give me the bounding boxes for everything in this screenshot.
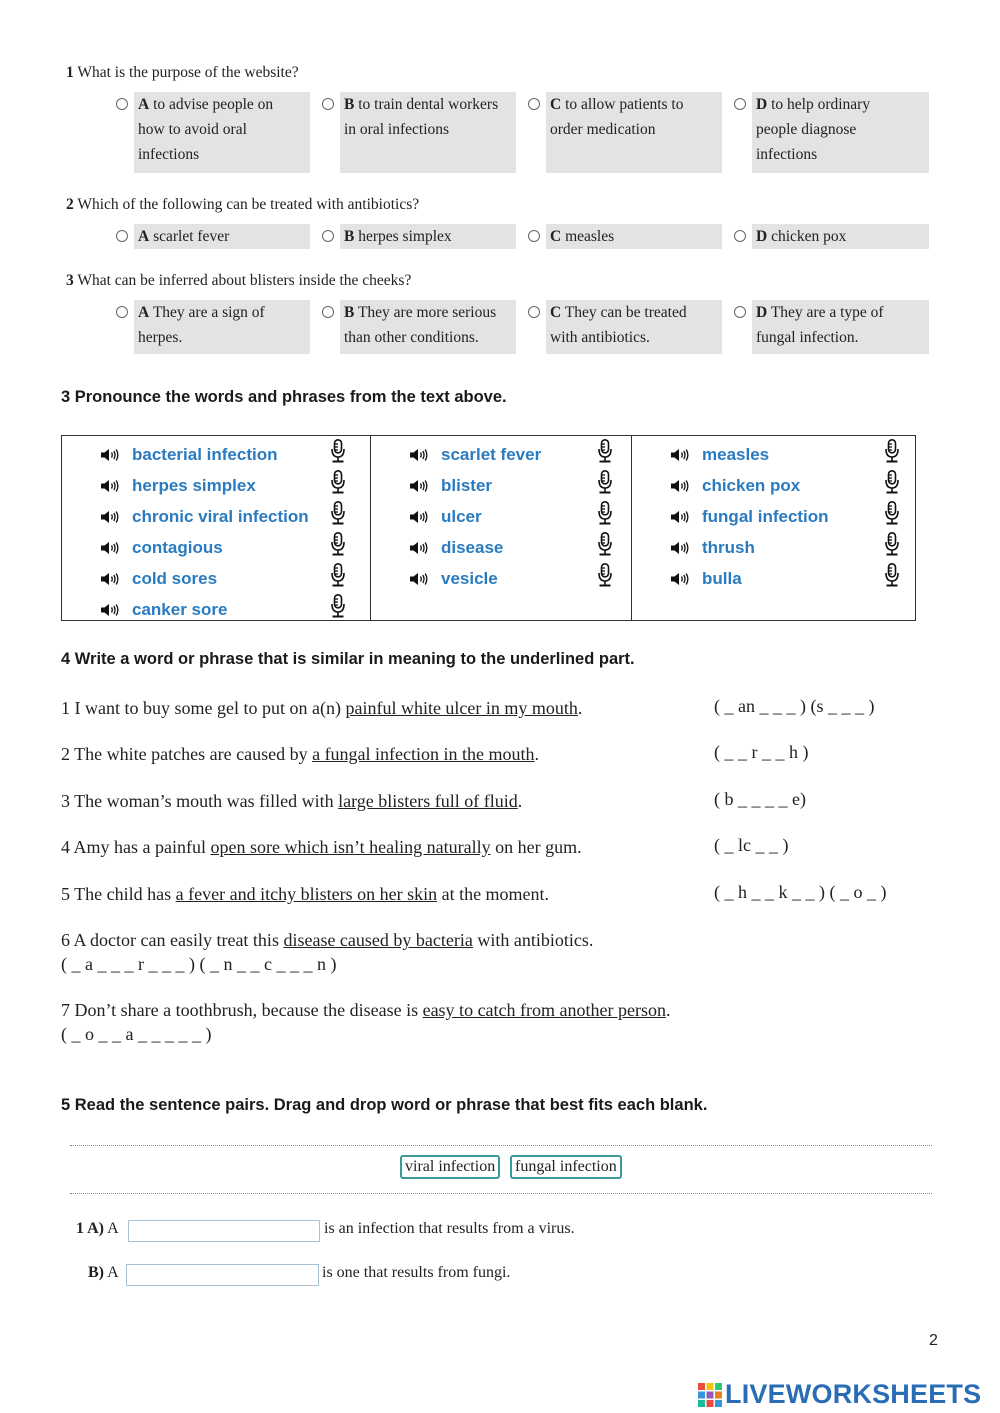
option-letter: D <box>756 304 768 321</box>
section-4-heading: 4 Write a word or phrase that is similar in meaning to the underlined part. <box>61 650 635 668</box>
pair-label: 1 A) <box>76 1220 104 1237</box>
option-line: herpes. <box>138 329 183 346</box>
sentence-3 <box>61 789 522 813</box>
hint-2[interactable]: ( _ _ r _ _ h ) <box>714 742 809 762</box>
speaker-icon[interactable] <box>670 448 690 462</box>
word-bank <box>400 1155 640 1183</box>
underlined-phrase: a fever and itchy blisters on her skin <box>175 884 438 904</box>
sentence-text: 7 Don’t share a toothbrush, because the disease is <box>61 1000 423 1020</box>
word-label: fungal infection <box>702 507 829 526</box>
option-letter: C <box>550 96 562 113</box>
question-2-options <box>116 224 936 250</box>
option-line: than other conditions. <box>344 329 479 346</box>
sentence-text: A <box>107 1264 119 1281</box>
option-letter: C <box>550 304 562 321</box>
option-box[interactable] <box>340 224 516 249</box>
sentence-text: 4 Amy has a painful <box>61 837 211 857</box>
sentence-4 <box>61 835 582 859</box>
q3-option-d[interactable] <box>734 300 929 354</box>
microphone-icon[interactable] <box>885 532 899 556</box>
option-line: measles <box>565 228 615 245</box>
speaker-icon[interactable] <box>409 448 429 462</box>
question-number: 1 <box>66 64 74 81</box>
speaker-icon[interactable] <box>100 479 120 493</box>
word-label: cold sores <box>132 569 218 588</box>
option-line: They are more serious <box>357 304 497 321</box>
word-item[interactable] <box>670 441 769 469</box>
word-item[interactable] <box>409 503 482 531</box>
word-item[interactable] <box>670 503 829 531</box>
pair-1a <box>76 1220 119 1238</box>
hint-4[interactable]: ( _ lc _ _ ) <box>714 835 789 855</box>
microphone-icon[interactable] <box>331 439 345 463</box>
microphone-icon[interactable] <box>331 532 345 556</box>
microphone-icon[interactable] <box>885 439 899 463</box>
radio-button[interactable] <box>322 230 334 242</box>
radio-button[interactable] <box>528 306 540 318</box>
sentence-text: . <box>517 791 523 811</box>
option-line: how to avoid oral <box>138 121 247 138</box>
option-letter: B <box>344 228 355 245</box>
microphone-icon[interactable] <box>885 470 899 494</box>
microphone-icon[interactable] <box>331 563 345 587</box>
q2-option-d[interactable] <box>734 224 929 249</box>
word-label: herpes simplex <box>132 476 256 495</box>
radio-button[interactable] <box>322 98 334 110</box>
radio-button[interactable] <box>734 306 746 318</box>
speaker-icon[interactable] <box>100 510 120 524</box>
option-line: in oral infections <box>344 121 450 138</box>
underlined-phrase: open sore which isn’t healing naturally <box>210 837 491 857</box>
logo-mark-icon <box>697 1382 723 1408</box>
sentence-2 <box>61 742 539 766</box>
question-2-title <box>66 196 419 214</box>
option-box[interactable] <box>340 300 516 354</box>
question-number: 2 <box>66 196 74 213</box>
speaker-icon[interactable] <box>409 541 429 555</box>
pronunciation-table <box>61 435 916 621</box>
word-label: scarlet fever <box>441 445 542 464</box>
microphone-icon[interactable] <box>598 563 612 587</box>
sentence-text: . <box>577 698 583 718</box>
sentence-text: on her gum. <box>490 837 582 857</box>
word-label: disease <box>441 538 504 557</box>
speaker-icon[interactable] <box>100 603 120 617</box>
option-line: people diagnose <box>756 121 857 138</box>
speaker-icon[interactable] <box>670 479 690 493</box>
sentence-text: 2 The white patches are caused by <box>61 744 313 764</box>
word-item[interactable] <box>100 503 309 531</box>
sentence-text: A <box>107 1220 119 1237</box>
word-item[interactable] <box>100 441 277 469</box>
sentence-text: 3 The woman’s mouth was filled with <box>61 791 339 811</box>
option-letter: D <box>756 96 768 113</box>
word-label: contagious <box>132 538 223 557</box>
option-box[interactable] <box>752 300 929 354</box>
q2-option-c[interactable] <box>528 224 723 249</box>
option-box[interactable] <box>134 224 310 249</box>
question-number: 3 <box>66 272 74 289</box>
word-label: ulcer <box>441 507 482 526</box>
underlined-phrase: easy to catch from another person <box>422 1000 666 1020</box>
chip-viral-infection[interactable]: viral infection <box>400 1155 500 1179</box>
option-box[interactable] <box>134 300 310 354</box>
speaker-icon[interactable] <box>670 510 690 524</box>
radio-button[interactable] <box>734 98 746 110</box>
option-letter: B <box>344 96 355 113</box>
page-number: 2 <box>929 1332 938 1349</box>
sentence-5 <box>61 882 549 906</box>
sentence-text: 1 I want to buy some gel to put on a(n) <box>61 698 346 718</box>
q3-option-b[interactable] <box>322 300 517 354</box>
section-5-heading: 5 Read the sentence pairs. Drag and drop word or phrase that best fits each blank. <box>61 1096 708 1114</box>
option-letter: A <box>138 96 150 113</box>
option-box[interactable] <box>134 92 310 173</box>
q1-option-b[interactable] <box>322 92 517 173</box>
word-item[interactable] <box>409 472 492 500</box>
word-item[interactable] <box>409 534 503 562</box>
radio-button[interactable] <box>528 230 540 242</box>
microphone-icon[interactable] <box>598 470 612 494</box>
word-label: chronic viral infection <box>132 507 309 526</box>
speaker-icon[interactable] <box>100 572 120 586</box>
speaker-icon[interactable] <box>670 572 690 586</box>
option-line: fungal infection. <box>756 329 859 346</box>
pair-1b <box>88 1264 119 1282</box>
microphone-icon[interactable] <box>885 563 899 587</box>
word-label: thrush <box>702 538 755 557</box>
sentence-1 <box>61 696 582 720</box>
word-item[interactable] <box>100 534 223 562</box>
option-line: to train dental workers <box>358 96 499 113</box>
word-item[interactable] <box>100 596 227 624</box>
q2-option-b[interactable] <box>322 224 517 249</box>
sentence-text: with antibiotics. <box>472 930 594 950</box>
word-label: blister <box>441 476 493 495</box>
option-line: herpes simplex <box>358 228 452 245</box>
question-text: What can be inferred about blisters inside the cheeks? <box>77 272 412 289</box>
underlined-phrase: disease caused by bacteria <box>283 930 473 950</box>
option-line: with antibiotics. <box>550 329 650 346</box>
underlined-phrase: large blisters full of fluid <box>338 791 518 811</box>
microphone-icon[interactable] <box>331 501 345 525</box>
word-label: measles <box>702 445 770 464</box>
option-letter: A <box>138 304 150 321</box>
question-text: What is the purpose of the website? <box>77 64 299 81</box>
speaker-icon[interactable] <box>409 510 429 524</box>
radio-button[interactable] <box>116 98 128 110</box>
option-box[interactable] <box>752 224 929 249</box>
word-label: vesicle <box>441 569 498 588</box>
word-label: chicken pox <box>702 476 801 495</box>
speaker-icon[interactable] <box>409 479 429 493</box>
sentence-text: 5 The child has <box>61 884 176 904</box>
radio-button[interactable] <box>734 230 746 242</box>
option-letter: A <box>138 228 150 245</box>
option-line: to allow patients to <box>565 96 684 113</box>
microphone-icon[interactable] <box>331 470 345 494</box>
microphone-icon[interactable] <box>598 439 612 463</box>
sentence-text: at the moment. <box>437 884 550 904</box>
word-label: bulla <box>702 569 742 588</box>
radio-button[interactable] <box>322 306 334 318</box>
q1-option-a[interactable] <box>116 92 311 173</box>
option-letter: C <box>550 228 562 245</box>
option-line: They are a type of <box>770 304 884 321</box>
underlined-phrase: painful white ulcer in my mouth <box>345 698 578 718</box>
hint-5[interactable]: ( _ h _ _ k _ _ ) ( _ o _ ) <box>714 882 887 902</box>
word-item[interactable] <box>670 565 742 593</box>
option-box[interactable] <box>546 300 722 354</box>
column-divider <box>631 436 632 620</box>
answer-drop-box-b[interactable] <box>126 1264 319 1286</box>
q1-option-d[interactable] <box>734 92 929 173</box>
pair-1a-suffix: is an infection that results from a virus. <box>324 1220 575 1237</box>
section-3-heading: 3 Pronounce the words and phrases from the text above. <box>61 388 507 406</box>
option-line: infections <box>756 146 818 163</box>
radio-button[interactable] <box>116 306 128 318</box>
option-line: scarlet fever <box>153 228 230 245</box>
question-1-title <box>66 64 299 82</box>
divider-line <box>70 1145 932 1146</box>
microphone-icon[interactable] <box>885 501 899 525</box>
speaker-icon[interactable] <box>100 448 120 462</box>
option-line: They are a sign of <box>152 304 265 321</box>
microphone-icon[interactable] <box>598 501 612 525</box>
sentence-text: . <box>534 744 540 764</box>
q3-option-c[interactable] <box>528 300 723 354</box>
column-divider <box>370 436 371 620</box>
option-line: to advise people on <box>153 96 274 113</box>
word-item[interactable] <box>409 441 541 469</box>
option-line: chicken pox <box>771 228 847 245</box>
divider-line <box>70 1193 932 1194</box>
hint-3[interactable]: ( b _ _ _ _ e) <box>714 789 806 809</box>
word-item[interactable] <box>100 472 256 500</box>
question-text: Which of the following can be treated with antibiotics? <box>77 196 420 213</box>
option-line: infections <box>138 146 200 163</box>
speaker-icon[interactable] <box>100 541 120 555</box>
word-label: canker sore <box>132 600 228 619</box>
option-letter: D <box>756 228 768 245</box>
option-line: to help ordinary <box>771 96 871 113</box>
hint-6[interactable]: ( _ a _ _ _ r _ _ _ ) ( _ n _ _ c _ _ _ n ) <box>61 954 337 974</box>
option-box[interactable] <box>340 92 516 173</box>
word-item[interactable] <box>409 565 498 593</box>
radio-button[interactable] <box>116 230 128 242</box>
liveworksheets-logo <box>697 1379 981 1410</box>
sentence-7 <box>61 998 670 1046</box>
hint-7[interactable]: ( _ o _ _ a _ _ _ _ _ ) <box>61 1024 212 1044</box>
microphone-icon[interactable] <box>331 594 345 618</box>
q2-option-a[interactable] <box>116 224 311 249</box>
pair-1b-suffix: is one that results from fungi. <box>322 1264 511 1281</box>
speaker-icon[interactable] <box>670 541 690 555</box>
word-item[interactable] <box>100 565 217 593</box>
word-item[interactable] <box>670 534 755 562</box>
word-label: bacterial infection <box>132 445 278 464</box>
option-box[interactable] <box>546 92 722 173</box>
hint-1[interactable]: ( _ an _ _ _ ) (s _ _ _ ) <box>714 696 875 716</box>
pair-label: B) <box>88 1264 104 1281</box>
speaker-icon[interactable] <box>409 572 429 586</box>
sentence-text: 6 A doctor can easily treat this <box>61 930 284 950</box>
underlined-phrase: a fungal infection in the mouth <box>312 744 535 764</box>
answer-drop-box-a[interactable] <box>128 1220 320 1242</box>
q1-option-c[interactable] <box>528 92 723 173</box>
brand-name: LIVEWORKSHEETS <box>725 1379 982 1409</box>
option-line: order medication <box>550 121 656 138</box>
option-line: They can be treated <box>564 304 687 321</box>
sentence-text: . <box>665 1000 671 1020</box>
chip-fungal-infection[interactable]: fungal infection <box>510 1155 622 1179</box>
word-item[interactable] <box>670 472 800 500</box>
question-3-title <box>66 272 411 290</box>
microphone-icon[interactable] <box>598 532 612 556</box>
q3-option-a[interactable] <box>116 300 311 354</box>
option-letter: B <box>344 304 355 321</box>
radio-button[interactable] <box>528 98 540 110</box>
question-1-options <box>116 92 936 174</box>
option-box[interactable] <box>546 224 722 249</box>
sentence-6 <box>61 928 593 976</box>
question-3-options <box>116 300 936 354</box>
option-box[interactable] <box>752 92 929 173</box>
